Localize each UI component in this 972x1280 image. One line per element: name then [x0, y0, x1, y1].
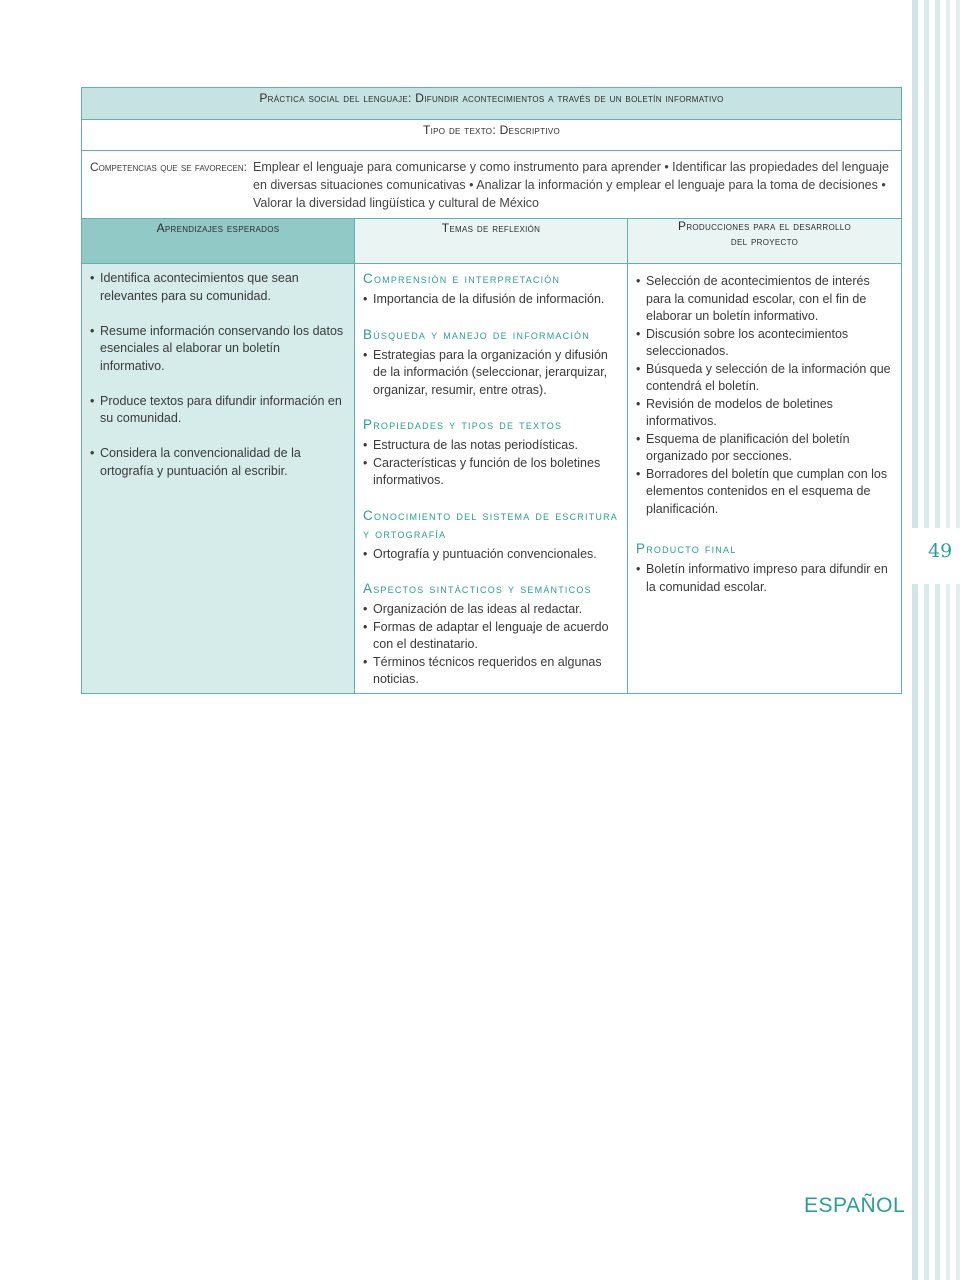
- list-item: • Organización de las ideas al redactar.: [363, 601, 619, 619]
- list-item: • Revisión de modelos de boletines informativos.: [636, 396, 893, 431]
- list-item: • Importancia de la difusión de información.: [363, 291, 619, 309]
- topic-section: [363, 580, 619, 689]
- topic-section: [363, 507, 619, 564]
- list-item: • Considera la convencionalidad de la ortografía y puntuación al escribir.: [90, 445, 346, 480]
- competencies-cell: [82, 151, 902, 219]
- list-item: • Produce textos para difundir información en su comunidad.: [90, 393, 346, 428]
- learning-column: [82, 264, 355, 694]
- productions-section: [636, 273, 893, 518]
- header-learning: Aprendizajes esperados: [82, 219, 355, 264]
- topics-column: [355, 264, 628, 694]
- table-title-cell: [82, 88, 902, 120]
- list-item: • Borradores del boletín que cumplan con los elementos contenidos en el esquema de planificación.: [636, 466, 893, 519]
- section-title: Conocimiento del sistema de escritura y ortografía: [363, 507, 619, 541]
- list-item: • Estrategias para la organización y difusión de la información (seleccionar, jerarquizar, organizar, resumir, entre otras).: [363, 347, 619, 400]
- list-item: • Discusión sobre los acontecimientos seleccionados.: [636, 326, 893, 361]
- list-item: • Búsqueda y selección de la información que contendrá el boletín.: [636, 361, 893, 396]
- learning-list: [90, 270, 346, 480]
- section-title: Producto final: [636, 541, 737, 556]
- decorative-side-stripes: [912, 0, 972, 1280]
- page-number: 49: [928, 540, 953, 562]
- topic-section: [363, 416, 619, 490]
- productions-list: [636, 273, 893, 518]
- list-item: • Términos técnicos requeridos en algunas noticias.: [363, 654, 619, 689]
- table-title: Práctica social del lenguaje: Difundir acontecimientos a través de un boletín informativo: [259, 91, 724, 105]
- list-item: • Selección de acontecimientos de interés para la comunidad escolar, con el fin de elaborar un boletín informativo.: [636, 273, 893, 326]
- list-item: • Esquema de planificación del boletín organizado por secciones.: [636, 431, 893, 466]
- list-item: • Estructura de las notas periodísticas.: [363, 437, 619, 455]
- section-title: Búsqueda y manejo de información: [363, 326, 590, 342]
- productions-column: [628, 264, 902, 694]
- list-item: • Ortografía y puntuación convencionales.: [363, 546, 619, 564]
- section-title: Comprensión e interpretación: [363, 271, 561, 286]
- program-table: [81, 87, 902, 694]
- section-title: Aspectos sintácticos y semánticos: [363, 581, 592, 596]
- text-type-cell: [82, 120, 902, 151]
- list-item: • Resume información conservando los datos esenciales al elaborar un boletín informativo.: [90, 323, 346, 376]
- final-product-section: [636, 540, 893, 596]
- competencies-label: Competencias que se favorecen:: [90, 160, 247, 174]
- section-title: Propiedades y tipos de textos: [363, 417, 563, 432]
- header-topics: Temas de reflexión: [355, 219, 628, 264]
- list-item: • Identifica acontecimientos que sean relevantes para su comunidad.: [90, 270, 346, 305]
- footer-subject: ESPAÑOL: [804, 1194, 906, 1217]
- topic-section: [363, 326, 619, 400]
- header-productions: Producciones para el desarrollo del proyecto: [628, 219, 902, 264]
- list-item: • Formas de adaptar el lenguaje de acuerdo con el destinatario.: [363, 619, 619, 654]
- list-item: • Boletín informativo impreso para difundir en la comunidad escolar.: [636, 561, 893, 596]
- topic-section: [363, 270, 619, 309]
- list-item: • Características y función de los boletines informativos.: [363, 455, 619, 490]
- text-type: Tipo de texto: Descriptivo: [423, 123, 561, 137]
- competencies-text: Emplear el lenguaje para comunicarse y como instrumento para aprender • Identificar las propiedades del lenguaje en diversas situaciones comunicativas • Analizar la información y emplear el lenguaje para la toma de decisiones • Valorar la diversidad lingüística y cultural de México: [253, 160, 889, 210]
